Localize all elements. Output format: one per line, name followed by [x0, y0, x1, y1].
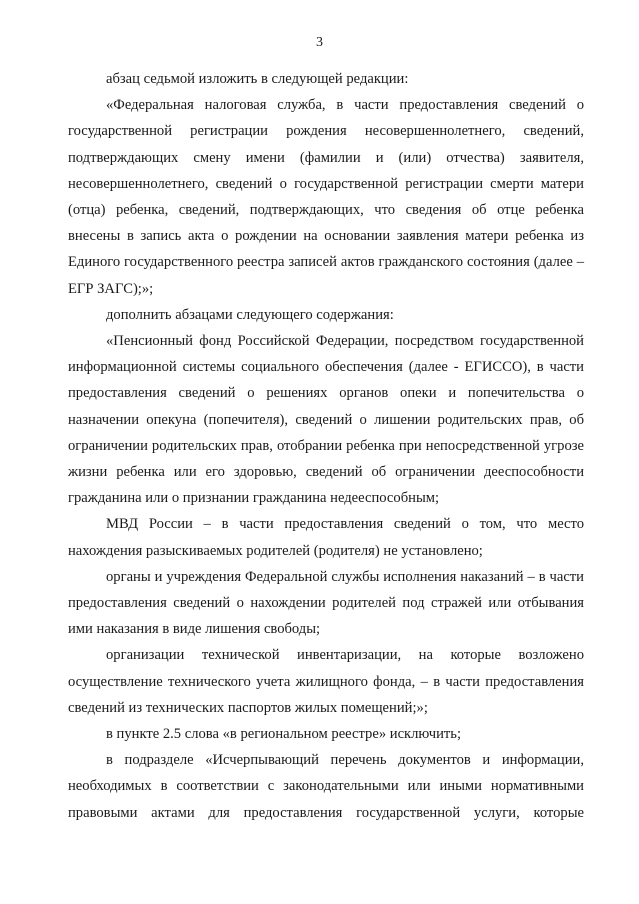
document-body	[68, 66, 584, 826]
paragraph-2: «Федеральная налоговая служба, в части предоставления сведений о государственной регистрации рождения несовершеннолетнего, сведений, подтверждающих смену имени (фамилии и (или) отчества) заявителя, несовершеннолетнего, сведений о государственной регистрации смерти матери (отца) ребенка, сведений, подтверждающих, что сведения об отце ребенка внесены в запись акта о рождении на основании заявления матери ребенка из Единого государственного реестра записей актов гражданского состояния (далее – ЕГР ЗАГС);»;	[68, 97, 584, 297]
paragraph-5: МВД России – в части предоставления сведений о том, что место нахождения разыскиваемых родителей (родителя) не установлено;	[68, 516, 584, 559]
page-number: 3	[316, 35, 323, 50]
paragraph-8: в пункте 2.5 слова «в региональном реестре» исключить;	[106, 726, 462, 743]
paragraph-7: организации технической инвентаризации, на которые возложено осуществление технического учета жилищного фонда, – в части предоставления сведений из технических паспортов жилых помещений;»;	[68, 647, 584, 716]
paragraph-4: «Пенсионный фонд Российской Федерации, посредством государственной информационной системы социального обеспечения (далее - ЕГИССО), в части предоставления сведений о решениях органов опеки и попечительства о назначении опекуна (попечителя), сведений о лишении родительских прав, об ограничении родительских прав, отобрании ребенка при непосредственной угрозе жизни ребенка или его здоровью, сведений об ограничении дееспособности гражданина или о признании гражданина недееспособным;	[68, 333, 584, 507]
paragraph-9: в подразделе «Исчерпывающий перечень документов и информации, необходимых в соответствии с законодательными или иными нормативными правовыми актами для предоставления государственной услуги, которые	[68, 752, 584, 821]
paragraph-3: дополнить абзацами следующего содержания:	[106, 306, 394, 323]
paragraph-6: органы и учреждения Федеральной службы исполнения наказаний – в части предоставления сведений о нахождении родителей под стражей или отбывания ими наказания в виде лишения свободы;	[68, 568, 584, 638]
paragraph-1: абзац седьмой изложить в следующей редакции:	[106, 71, 409, 87]
